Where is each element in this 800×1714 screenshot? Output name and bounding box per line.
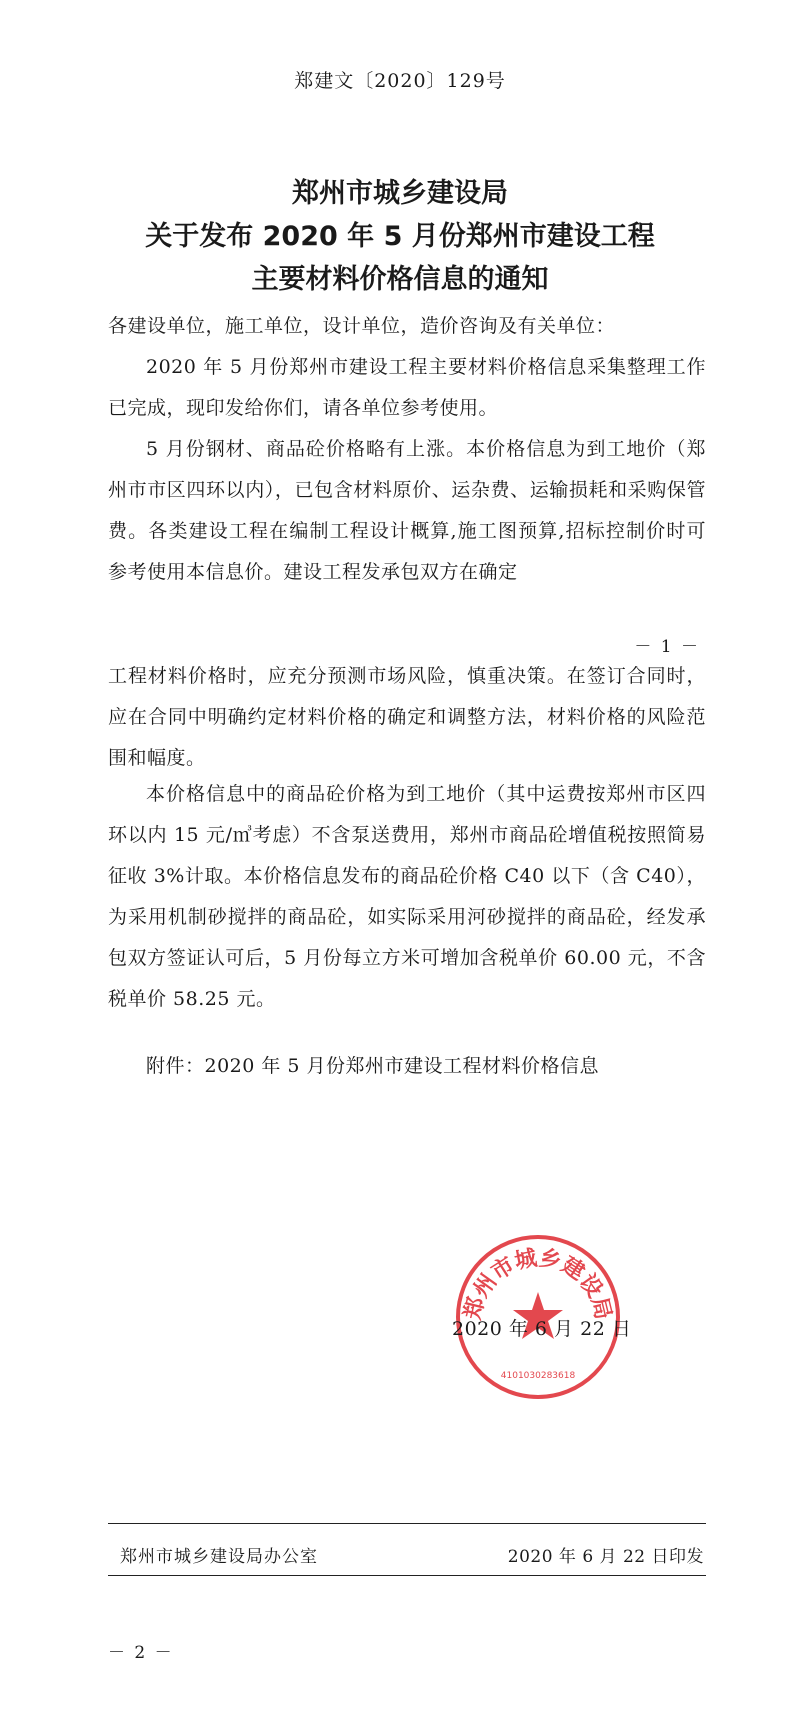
title-line-1: 郑州市城乡建设局 [292, 178, 508, 209]
seal-arc-text: 郑州市城乡建设局 [460, 1245, 616, 1323]
attachment-line: 附件：2020 年 5 月份郑州市建设工程材料价格信息 [146, 1055, 600, 1077]
paragraph-2: 5 月份钢材、商品砼价格略有上涨。本价格信息为到工地价（郑州市市区四环以内），已包含材料原价、运杂费、运输损耗和采购保管费。各类建设工程在编制工程设计概算,施工图预算,招标控制价时可参考使用本信息价。建设工程发承包双方在确定 [108, 438, 706, 583]
title-line-3: 主要材料价格信息的通知 [251, 264, 549, 295]
salutation: 各建设单位，施工单位，设计单位，造价咨询及有关单位： [108, 315, 616, 337]
footer-print-date: 2020 年 6 月 22 日印发 [507, 1547, 704, 1567]
paragraph-3: 本价格信息中的商品砼价格为到工地价（其中运费按郑州市区四环以内 15 元/㎥考虑）不含泵送费用，郑州市商品砼增值税按照简易征收 3%计取。本价格信息发布的商品砼价格 C40 以下（含 C40），为采用机制砂搅拌的商品砼，如实际采用河砂搅拌的商品砼，经发承包双方签证认可后，5 月份每立方米可增加含税单价 60.00 元，不含税单价 58.25 元。 [108, 783, 706, 1010]
title-line-2: 关于发布 2020 年 5 月份郑州市建设工程 [145, 221, 655, 252]
signature-date: 2020 年 6 月 22 日 [452, 1318, 632, 1340]
page-number-1: － 1 － [634, 637, 700, 657]
paragraph-2-continued: 工程材料价格时，应充分预测市场风险，慎重决策。在签订合同时，应在合同中明确约定材料价格的确定和调整方法，材料价格的风险范围和幅度。 [108, 665, 706, 769]
paragraph-1: 2020 年 5 月份郑州市建设工程主要材料价格信息采集整理工作已完成，现印发给你们，请各单位参考使用。 [108, 356, 706, 419]
document-title [0, 172, 800, 301]
footer-rule-top [108, 1523, 706, 1524]
document-number: 郑建文〔2020〕129号 [294, 70, 506, 92]
seal-code: 4101030283618 [500, 1371, 576, 1381]
footer-office: 郑州市城乡建设局办公室 [120, 1547, 318, 1567]
page-number-2: － 2 － [108, 1643, 174, 1663]
footer-rule-bottom [108, 1575, 706, 1576]
